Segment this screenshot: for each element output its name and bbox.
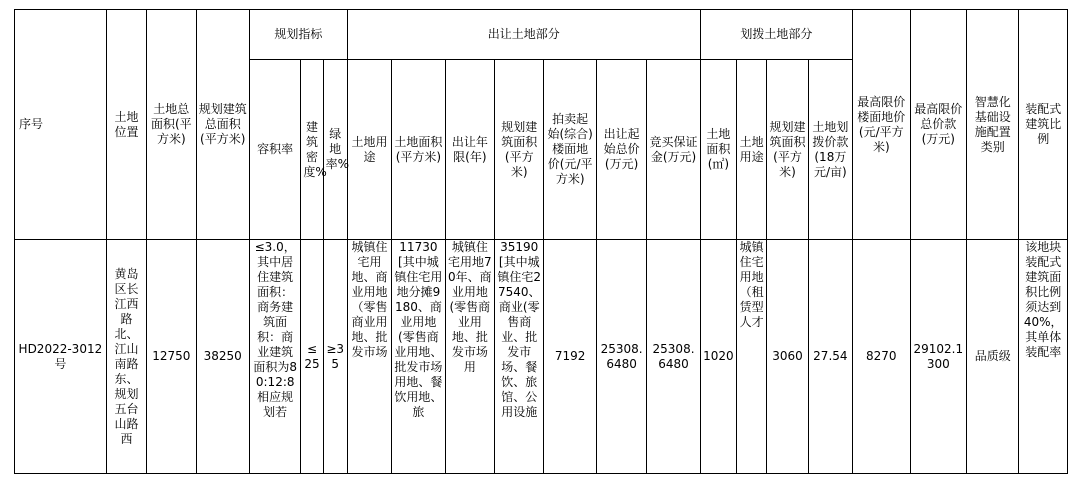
header-smart: 智慧化基础设施配置类别	[967, 10, 1019, 240]
header-prefab: 装配式建筑比例	[1019, 10, 1068, 240]
header-a-area: 土地面积(㎡)	[700, 60, 736, 240]
header-a-use: 土地用途	[737, 60, 767, 240]
cell-t-term	[445, 240, 494, 474]
cell-t-use-text: 城镇住宅用地、商业用地（零售商业用地、批发市场	[351, 240, 388, 359]
cell-t-start-total: 25308.6480	[596, 240, 646, 474]
header-green: 绿地率%	[323, 60, 347, 240]
cell-t-area-text: 11730[其中城镇住宅用地分摊9180、商业用地(零售商业用地、批发市场用地、餐饮用地、旅	[394, 240, 443, 419]
header-a-price: 土地划拨价款(18万元/亩)	[808, 60, 852, 240]
header-t-area: 土地面积(平方米)	[392, 60, 445, 240]
header-t-term: 出让年限(年)	[445, 60, 494, 240]
header-a-floor-area: 规划建筑面积(平方米)	[767, 60, 808, 240]
cell-seq: HD2022-3012号	[15, 240, 107, 474]
cell-t-start-floor-price: 7192	[544, 240, 596, 474]
cell-max-floor-price: 8270	[853, 240, 910, 474]
cell-location: 黄岛区长江西路北、江山南路东、规划五台山路西	[106, 240, 146, 474]
cell-a-area: 1020	[700, 240, 736, 474]
land-auction-table	[14, 9, 1068, 474]
cell-t-floor-area-text: 35190[其中城镇住宅27540、商业(零售商业、批发市场、餐饮、旅馆、公用设施	[497, 240, 542, 419]
header-transfer-group: 出让土地部分	[347, 10, 700, 60]
header-t-start-floor-price: 拍卖起始(综合)楼面地价(元/平方米)	[544, 60, 596, 240]
cell-t-floor-area	[495, 240, 544, 474]
cell-smart: 品质级	[967, 240, 1019, 474]
header-max-total: 最高限价总价款(万元)	[910, 10, 966, 240]
cell-a-floor-area: 3060	[767, 240, 808, 474]
header-total-area: 土地总面积(平方米)	[147, 10, 196, 240]
cell-total-floor-area: 38250	[196, 240, 249, 474]
header-t-use: 土地用途	[347, 60, 391, 240]
cell-prefab-text: 该地块装配式建筑面积比例须达到40%，其单体装配率	[1023, 240, 1063, 359]
cell-max-total: 29102.1300	[910, 240, 966, 474]
header-t-deposit: 竞买保证金(万元)	[647, 60, 700, 240]
header-density: 建筑密度%	[301, 60, 323, 240]
header-total-floor-area: 规划建筑总面积(平方米)	[196, 10, 249, 240]
cell-t-deposit: 25308.6480	[647, 240, 700, 474]
cell-far	[249, 240, 300, 474]
cell-total-area: 12750	[147, 240, 196, 474]
header-t-floor-area: 规划建筑面积(平方米)	[495, 60, 544, 240]
cell-far-text: ≤3.0，其中居住建筑面积：商务建筑面积：商业建筑面积为80:12:8相应规划若	[253, 240, 297, 419]
header-seq: 序号	[15, 10, 107, 240]
header-t-start-total: 出让起始总价(万元)	[596, 60, 646, 240]
cell-a-use	[737, 240, 767, 474]
header-far: 容积率	[249, 60, 300, 240]
header-planning-group: 规划指标	[249, 10, 347, 60]
header-max-floor-price: 最高限价楼面地价(元/平方米)	[853, 10, 910, 240]
header-allot-group: 划拨土地部分	[700, 10, 852, 60]
cell-t-term-text: 城镇住宅用地70年、商业用地(零售商业用地、批发市场用	[448, 240, 492, 374]
cell-t-area	[392, 240, 445, 474]
cell-density: ≤25	[301, 240, 323, 474]
cell-a-price: 27.54	[808, 240, 852, 474]
table-row	[15, 240, 1068, 474]
cell-prefab	[1019, 240, 1068, 474]
cell-t-use	[347, 240, 391, 474]
header-location: 土地位置	[106, 10, 146, 240]
cell-green: ≥35	[323, 240, 347, 474]
cell-a-use-text: 城镇住宅用地（租赁型人才	[739, 240, 764, 329]
